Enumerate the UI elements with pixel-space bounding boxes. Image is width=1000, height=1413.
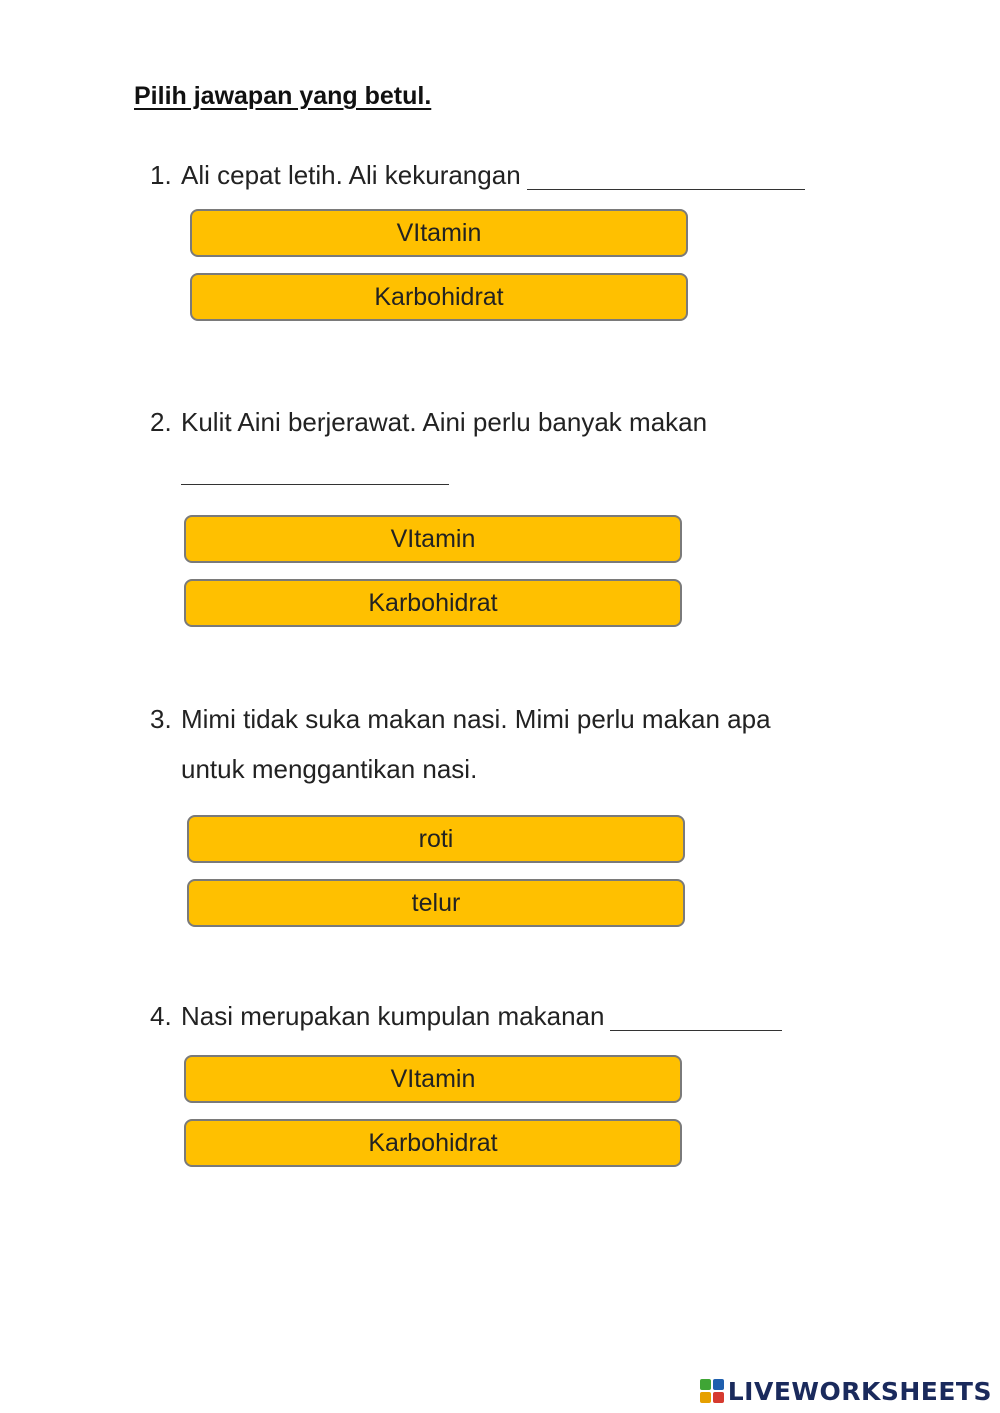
option-button[interactable]: roti (187, 815, 685, 863)
answer-blank (181, 484, 449, 485)
question-number: 1. (150, 160, 172, 190)
question-text: Kulit Aini berjerawat. Aini perlu banyak makan (181, 407, 708, 437)
question-number: 3. (150, 704, 172, 734)
option-button[interactable]: VItamin (184, 1055, 682, 1103)
question-2 (150, 397, 707, 447)
liveworksheets-brand (700, 1373, 992, 1409)
question-text: Ali cepat letih. Ali kekurangan (181, 160, 521, 190)
question-text: Mimi tidak suka makan nasi. Mimi perlu makan apa (181, 704, 771, 734)
liveworksheets-logo-icon (700, 1379, 724, 1403)
question-text: Nasi merupakan kumpulan makanan (181, 1001, 605, 1031)
answer-blank (610, 1000, 782, 1031)
brand-name: LIVEWORKSHEETS (727, 1376, 992, 1406)
option-button[interactable]: VItamin (184, 515, 682, 563)
question-4 (150, 991, 782, 1041)
option-button[interactable]: VItamin (190, 209, 688, 257)
question-text-line2: untuk menggantikan nasi. (181, 754, 478, 784)
option-button[interactable]: telur (187, 879, 685, 927)
question-number: 4. (150, 1001, 172, 1031)
question-number: 2. (150, 407, 172, 437)
question-3 (150, 694, 771, 794)
answer-blank (527, 159, 805, 190)
option-button[interactable]: Karbohidrat (184, 1119, 682, 1167)
question-1 (150, 150, 805, 200)
option-button[interactable]: Karbohidrat (184, 579, 682, 627)
instruction-heading: Pilih jawapan yang betul. (134, 82, 432, 110)
option-button[interactable]: Karbohidrat (190, 273, 688, 321)
